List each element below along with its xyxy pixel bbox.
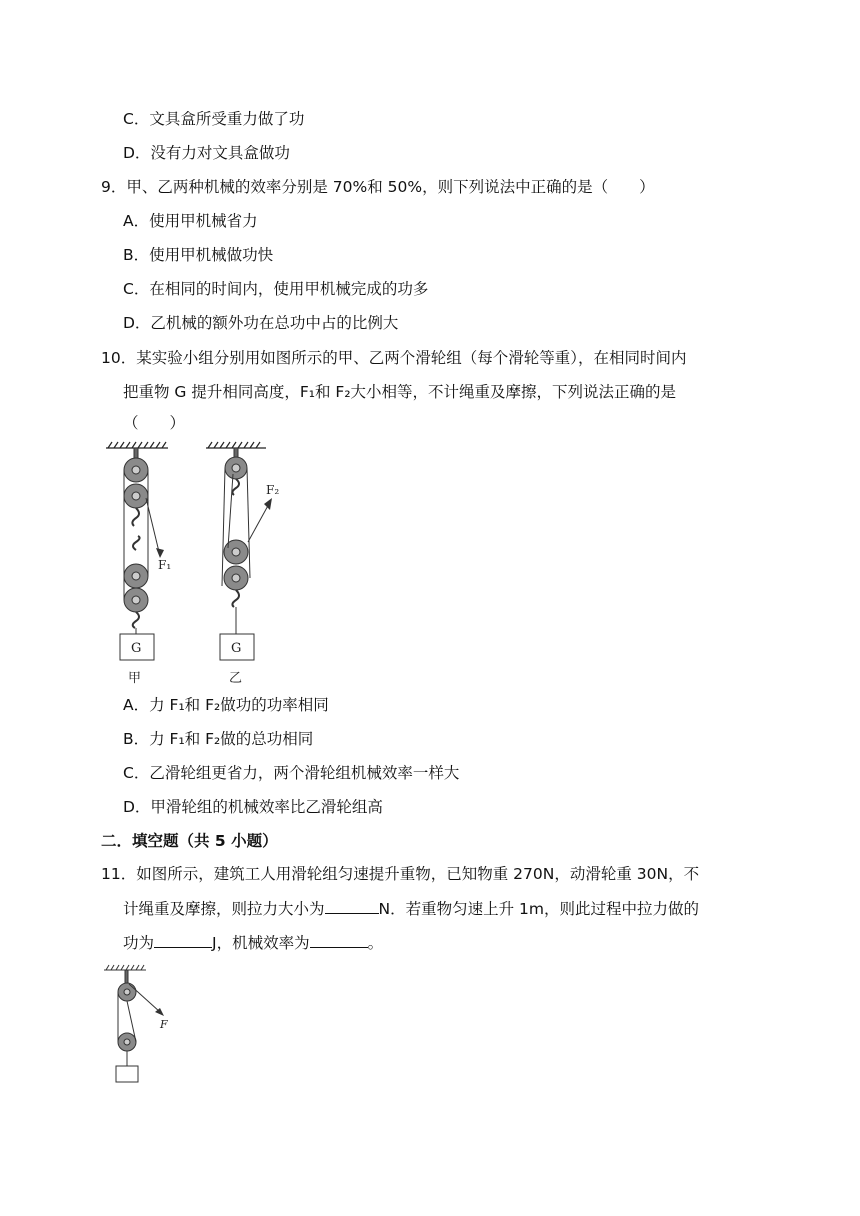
q11-blank-efficiency[interactable] — [310, 931, 368, 948]
label-jia: 甲 — [128, 671, 142, 686]
force-label-f1: F₁ — [158, 558, 172, 572]
q10-option-a: A．力 F₁和 F₂做功的功率相同 — [123, 696, 329, 714]
pulley-system-jia — [124, 448, 148, 628]
weight-label-jia: G — [131, 641, 142, 656]
force-label-f: F — [160, 1018, 168, 1031]
weight-box — [116, 1066, 138, 1082]
arrow-f1 — [156, 548, 164, 558]
q10-stem-line3: （ ） — [123, 414, 186, 432]
q10-pulley-figure — [100, 438, 290, 688]
q10-option-b: B．力 F₁和 F₂做的总功相同 — [123, 730, 314, 748]
q9-option-c: C．在相同的时间内，使用甲机械完成的功多 — [123, 280, 429, 298]
force-label-f2: F₂ — [266, 483, 280, 497]
q10-stem-line1: 10．某实验小组分别用如图所示的甲、乙两个滑轮组（每个滑轮等重），在相同时间内 — [101, 349, 687, 367]
arrow-f2 — [264, 498, 272, 510]
fixed-pulley — [118, 970, 136, 1001]
q11-blank-force[interactable] — [325, 897, 379, 914]
q8-option-c: C．文具盒所受重力做了功 — [123, 110, 305, 128]
pulley-system-yi — [224, 448, 248, 607]
q9-stem: 9．甲、乙两种机械的效率分别是 70%和 50%，则下列说法中正确的是（ ） — [101, 178, 655, 196]
q11-line2 — [123, 897, 699, 920]
q11-line1: 11．如图所示，建筑工人用滑轮组匀速提升重物，已知物重 270N，动滑轮重 30N，不 — [101, 865, 700, 883]
q11-line2-text-a: 计绳重及摩擦，则拉力大小为 — [123, 900, 325, 918]
q10-option-d: D．甲滑轮组的机械效率比乙滑轮组高 — [123, 798, 383, 816]
q10-option-c: C．乙滑轮组更省力，两个滑轮组机械效率一样大 — [123, 764, 460, 782]
section-heading-fill-in: 二．填空题（共 5 小题） — [101, 832, 278, 850]
q11-pulley-figure — [100, 964, 180, 1088]
ceiling-jia — [106, 442, 168, 448]
q11-line3-text-b: J，机械效率为 — [212, 934, 310, 952]
q9-option-a: A．使用甲机械省力 — [123, 212, 258, 230]
q9-option-b: B．使用甲机械做功快 — [123, 246, 274, 264]
q10-stem-line2: 把重物 G 提升相同高度，F₁和 F₂大小相等，不计绳重及摩擦，下列说法正确的是 — [123, 383, 677, 401]
q8-option-d: D．没有力对文具盒做功 — [123, 144, 290, 162]
q11-blank-work[interactable] — [154, 931, 212, 948]
q11-line2-text-b: N．若重物匀速上升 1m，则此过程中拉力做的 — [378, 900, 699, 918]
weight-label-yi: G — [231, 641, 242, 656]
movable-pulley — [118, 1033, 136, 1051]
q9-option-d: D．乙机械的额外功在总功中占的比例大 — [123, 314, 399, 332]
q11-line3-text-a: 功为 — [123, 934, 155, 952]
q11-line3-text-c: 。 — [367, 934, 384, 952]
label-yi: 乙 — [229, 671, 243, 686]
q11-line3 — [123, 931, 383, 954]
ceiling-yi — [206, 442, 266, 448]
